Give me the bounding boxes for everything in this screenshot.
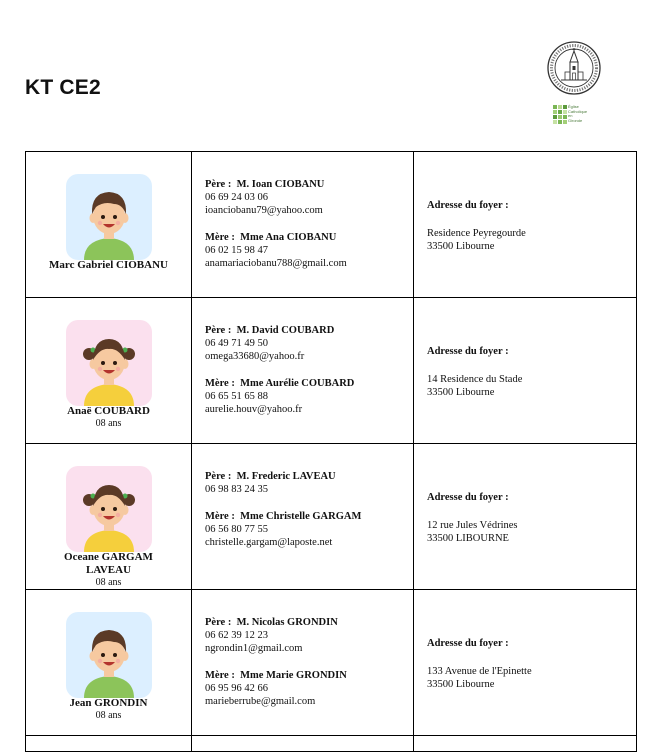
mother-block <box>205 669 413 708</box>
father-block <box>205 470 413 496</box>
empty-cell <box>414 736 637 752</box>
child-name-line-2: LAVEAU <box>85 564 132 576</box>
address-line-1: 14 Residence du Stade <box>427 374 523 385</box>
mother-phone: 06 95 96 42 66 <box>205 683 268 694</box>
parish-logo-area <box>546 40 602 130</box>
table-row <box>26 298 637 444</box>
girl-avatar-icon <box>66 320 152 406</box>
address-line-2: 33500 Libourne <box>427 387 495 398</box>
address-line-2: 33500 Libourne <box>427 241 495 252</box>
mini-logo-line: Gironde <box>568 117 583 123</box>
address-cell <box>414 298 637 444</box>
child-avatar <box>66 320 152 406</box>
mother-label: Mère : <box>205 378 235 389</box>
father-email: omega33680@yahoo.fr <box>205 351 305 362</box>
mini-logo-line: Catholique <box>568 108 588 114</box>
table-row <box>26 152 637 298</box>
father-block <box>205 616 413 655</box>
father-label: Père : <box>205 471 232 482</box>
mother-label: Mère : <box>205 232 235 243</box>
table-row <box>26 444 637 590</box>
mother-name: Mme Marie GRONDIN <box>240 670 347 681</box>
mother-email: marieberrube@gmail.com <box>205 696 316 707</box>
address-line-2: 33500 Libourne <box>427 679 495 690</box>
mini-logo-line: Église <box>568 104 579 109</box>
diocese-mini-logo <box>553 105 603 129</box>
empty-cell <box>26 736 192 752</box>
mother-label: Mère : <box>205 511 235 522</box>
child-name <box>26 405 191 418</box>
mother-phone: 06 02 15 98 47 <box>205 245 268 256</box>
boy-avatar-icon <box>66 174 152 260</box>
child-name <box>26 551 191 577</box>
mother-block <box>205 510 413 549</box>
mother-name: Mme Ana CIOBANU <box>240 232 337 243</box>
child-cell <box>26 444 192 590</box>
mother-block <box>205 377 413 416</box>
mother-name: Mme Aurélie COUBARD <box>240 378 355 389</box>
father-name: M. David COUBARD <box>236 325 335 336</box>
girl-avatar-icon <box>66 466 152 552</box>
child-name-line: Marc Gabriel CIOBANU <box>49 259 168 271</box>
diocese-grid-icon <box>553 105 567 127</box>
children-table <box>25 151 637 752</box>
father-label: Père : <box>205 325 232 336</box>
child-age: 08 ans <box>95 710 122 721</box>
address-line-1: 133 Avenue de l'Epinette <box>427 666 532 677</box>
address-line-1: Residence Peyregourde <box>427 228 526 239</box>
father-phone: 06 69 24 03 06 <box>205 192 268 203</box>
table-row <box>26 590 637 736</box>
parents-cell <box>192 298 414 444</box>
address-cell <box>414 444 637 590</box>
father-name: M. Frederic LAVEAU <box>236 471 336 482</box>
address-line-1: 12 rue Jules Védrines <box>427 520 518 531</box>
father-block <box>205 324 413 363</box>
page-title: KT CE2 <box>25 76 101 99</box>
mother-label: Mère : <box>205 670 235 681</box>
child-cell <box>26 298 192 444</box>
mother-phone: 06 56 80 77 55 <box>205 524 268 535</box>
mini-logo-line: en <box>568 113 573 119</box>
address-label: Adresse du foyer : <box>427 200 509 211</box>
father-email: ngrondin1@gmail.com <box>205 643 303 654</box>
mother-email: aurelie.houv@yahoo.fr <box>205 404 303 415</box>
father-block <box>205 178 413 217</box>
child-name-line: Jean GRONDIN <box>69 697 148 709</box>
address-cell <box>414 152 637 298</box>
parents-cell <box>192 444 414 590</box>
child-avatar <box>66 174 152 260</box>
mother-name: Mme Christelle GARGAM <box>240 511 362 522</box>
child-cell <box>26 152 192 298</box>
child-name <box>26 697 191 710</box>
father-phone: 06 62 39 12 23 <box>205 630 268 641</box>
mother-email: christelle.gargam@laposte.net <box>205 537 333 548</box>
child-name <box>26 259 191 272</box>
child-avatar <box>66 612 152 698</box>
address-line-2: 33500 LIBOURNE <box>427 533 509 544</box>
table-row-partial <box>26 736 637 752</box>
address-cell <box>414 590 637 736</box>
child-age: 08 ans <box>95 577 122 588</box>
mother-email: anamariaciobanu788@gmail.com <box>205 258 347 269</box>
father-email: ioanciobanu79@yahoo.com <box>205 205 323 216</box>
father-phone: 06 98 83 24 35 <box>205 484 268 495</box>
address-label: Adresse du foyer : <box>427 492 509 503</box>
father-phone: 06 49 71 49 50 <box>205 338 268 349</box>
parish-seal-logo <box>546 40 602 96</box>
father-label: Père : <box>205 617 232 628</box>
child-cell <box>26 590 192 736</box>
empty-cell <box>192 736 414 752</box>
parents-cell <box>192 152 414 298</box>
father-label: Père : <box>205 179 232 190</box>
child-age: 08 ans <box>95 418 122 429</box>
boy-avatar-icon <box>66 612 152 698</box>
father-name: M. Nicolas GRONDIN <box>236 617 338 628</box>
child-name-line: Oceane GARGAM <box>64 551 153 563</box>
address-label: Adresse du foyer : <box>427 346 509 357</box>
child-avatar <box>66 466 152 552</box>
mother-block <box>205 231 413 270</box>
child-name-line: Anaë COUBARD <box>67 405 150 417</box>
address-label: Adresse du foyer : <box>427 638 509 649</box>
parents-cell <box>192 590 414 736</box>
mother-phone: 06 65 51 65 88 <box>205 391 268 402</box>
father-name: M. Ioan CIOBANU <box>236 179 325 190</box>
